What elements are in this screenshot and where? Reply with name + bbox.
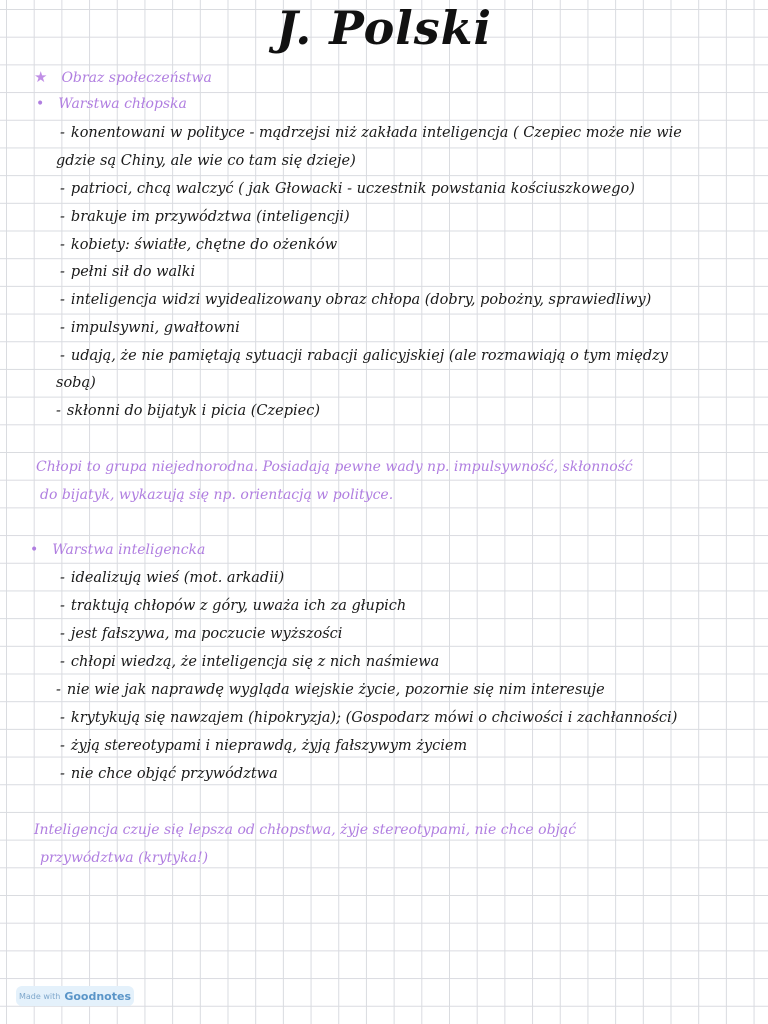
list-item-text: konentowani w polityce - mądrzejsi niż zakłada inteligencja ( Czepiec może nie wie [70,125,682,141]
list-item: - jest fałszywa, ma poczucie wyższości [60,626,343,642]
list-item-text: sobą) [56,375,96,391]
list-item-text: chłopi wiedzą, że inteligencja się z nich naśmiewa [70,654,440,670]
list-item: - udają, że nie pamiętają sytuacji rabacji galicyjskiej (ale rozmawiają o tym między [60,348,668,364]
badge-prefix: Made with [19,991,61,1001]
summary-line: przywództwa (krytyka!) [40,850,209,866]
intelligentsia-heading-text: Warstwa inteligencka [52,542,206,558]
list-item-text: kobiety: światłe, chętne do ożenków [70,237,338,253]
list-item: - impulsywni, gwałtowni [60,320,240,336]
bullet-icon: • [36,96,45,112]
summary-line: Inteligencja czuje się lepsza od chłopstwa, żyje stereotypami, nie chce objąć [34,822,577,838]
intelligentsia-heading [30,540,205,560]
list-item-continuation [56,373,96,393]
list-item-text: impulsywni, gwałtowni [70,320,240,336]
list-item: - nie chce objąć przywództwa [60,766,278,782]
list-item-text: pełni sił do walki [70,264,196,280]
section-heading [34,67,212,88]
list-item-text: krytykują się nawzajem (hipokryzja); (Gospodarz mówi o chciwości i zachłanności) [70,710,678,726]
list-item-text: udają, że nie pamiętają sytuacji rabacji galicyjskiej (ale rozmawiają o tym między [70,348,668,364]
list-item: - chłopi wiedzą, że inteligencja się z nich naśmiewa [60,654,440,670]
badge-brand: Goodnotes [64,989,131,1003]
list-item-text: żyją stereotypami i nieprawdą, żyją fałszywym życiem [70,738,468,754]
summary-line: do bijatyk, wykazują się np. orientacją w polityce. [40,487,394,503]
goodnotes-badge [16,986,134,1006]
list-item: - nie wie jak naprawdę wygląda wiejskie życie, pozornie się nim interesuje [56,682,605,698]
list-item-text: inteligencja widzi wyidealizowany obraz chłopa (dobry, pobożny, sprawiedliwy) [70,292,652,308]
bullet-icon: • [30,542,39,558]
list-item: - idealizują wieś (mot. arkadii) [60,570,285,586]
list-item: - krytykują się nawzajem (hipokryzja); (Gospodarz mówi o chciwości i zachłanności) [60,710,678,726]
list-item: - brakuje im przywództwa (inteligencji) [60,209,350,225]
list-item: - konentowani w polityce - mądrzejsi niż zakłada inteligencja ( Czepiec może nie wie [60,125,682,141]
section-heading-text: Obraz społeczeństwa [61,70,212,86]
list-item-text: idealizują wieś (mot. arkadii) [70,570,285,586]
list-item: - traktują chłopów z góry, uważa ich za głupich [60,598,407,614]
list-item-text: traktują chłopów z góry, uważa ich za głupich [70,598,407,614]
list-item-continuation [56,151,356,171]
list-item-text: brakuje im przywództwa (inteligencji) [70,209,350,225]
summary-line: Chłopi to grupa niejednorodna. Posiadają pewne wady np. impulsywność, skłonność [36,459,633,475]
list-item: - patrioci, chcą walczyć ( jak Głowacki - uczestnik powstania kościuszkowego) [60,181,635,197]
peasant-heading [36,94,187,114]
list-item: - inteligencja widzi wyidealizowany obraz chłopa (dobry, pobożny, sprawiedliwy) [60,292,652,308]
list-item: - kobiety: światłe, chętne do ożenków [60,237,338,253]
list-item: - pełni sił do walki [60,264,196,280]
list-item-text: patrioci, chcą walczyć ( jak Głowacki - uczestnik powstania kościuszkowego) [70,181,635,197]
page-title: J. Polski [276,1,492,55]
list-item: - skłonni do bijatyk i picia (Czepiec) [56,403,321,419]
list-item-text: nie chce objąć przywództwa [70,766,278,782]
list-item: - żyją stereotypami i nieprawdą, żyją fałszywym życiem [60,738,468,754]
list-item-text: gdzie są Chiny, ale wie co tam się dzieje) [56,153,356,169]
star-icon: ★ [34,68,48,86]
list-item-text: skłonni do bijatyk i picia (Czepiec) [66,403,321,419]
peasant-heading-text: Warstwa chłopska [58,96,187,112]
list-item-text: nie wie jak naprawdę wygląda wiejskie życie, pozornie się nim interesuje [66,682,605,698]
list-item-text: jest fałszywa, ma poczucie wyższości [70,626,343,642]
